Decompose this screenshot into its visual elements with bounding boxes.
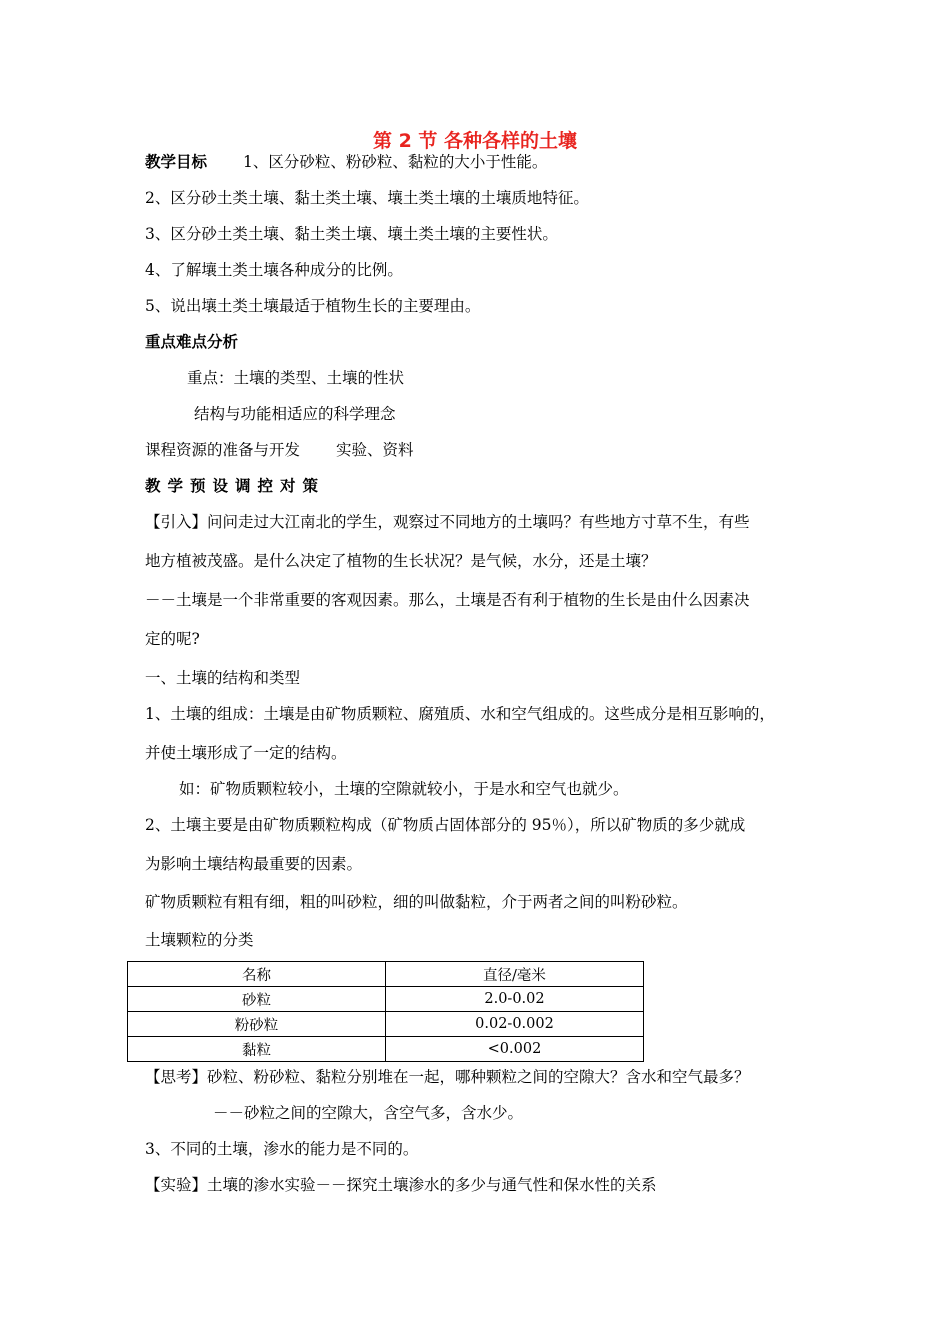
resources-line (145, 440, 414, 460)
key-points-heading: 重点难点分析 (145, 333, 239, 351)
objectives-line (145, 152, 547, 172)
table-caption: 土壤颗粒的分类 (145, 931, 254, 949)
table-cell: 粉砂粒 (128, 1012, 386, 1037)
section1-example: 如：矿物质颗粒较小，土壤的空隙就较小，于是水和空气也就少。 (179, 780, 629, 798)
table-header-cell: 直径/毫米 (386, 962, 644, 987)
section1-heading: 一、土壤的结构和类型 (145, 669, 301, 687)
intro-line-1: 【引入】问问走过大江南北的学生，观察过不同地方的土壤吗？有些地方寸草不生，有些 (145, 513, 750, 531)
table-cell: 2.0-0.02 (386, 987, 644, 1012)
section1-p1-line-1: 1、土壤的组成：土壤是由矿物质颗粒、腐殖质、水和空气组成的。这些成分是相互影响的， (145, 705, 775, 723)
section1-p2-line-1: 2、土壤主要是由矿物质颗粒构成（矿物质占固体部分的 95％），所以矿物质的多少就成 (145, 816, 746, 834)
strategy-heading: 教学预设调控对策 (145, 477, 326, 495)
intro-line-2: 地方植被茂盛。是什么决定了植物的生长状况？是气候，水分，还是土壤？ (145, 552, 657, 570)
objective-item-3: 3、区分砂土类土壤、黏土类土壤、壤土类土壤的主要性状。 (145, 225, 558, 243)
table-row (128, 987, 644, 1012)
section1-p1-line-2: 并使土壤形成了一定的结构。 (145, 744, 347, 762)
resources-label: 课程资源的准备与开发 (145, 441, 301, 459)
objective-item-2: 2、区分砂土类土壤、黏土类土壤、壤土类土壤的土壤质地特征。 (145, 189, 589, 207)
key-points-line-2: 结构与功能相适应的科学理念 (194, 405, 396, 423)
table-cell: 黏粒 (128, 1037, 386, 1062)
table-row (128, 1037, 644, 1062)
document-title: 第 2 节 各种各样的土壤 (372, 130, 578, 152)
section1-p3: 矿物质颗粒有粗有细，粗的叫砂粒，细的叫做黏粒，介于两者之间的叫粉砂粒。 (145, 893, 688, 911)
table-cell: 0.02-0.002 (386, 1012, 644, 1037)
table-header-row (128, 962, 644, 987)
resources-value: 实验、资料 (336, 441, 414, 459)
section1-p2-line-2: 为影响土壤结构最重要的因素。 (145, 855, 363, 873)
intro-line-4: 定的呢? (145, 630, 200, 648)
table-cell: <0.002 (386, 1037, 644, 1062)
objective-item-1: 1、区分砂粒、粉砂粒、黏粒的大小于性能。 (243, 153, 548, 171)
experiment-line: 【实验】土壤的渗水实验－－探究土壤渗水的多少与通气性和保水性的关系 (145, 1176, 657, 1194)
table-row (128, 1012, 644, 1037)
table-cell: 砂粒 (128, 987, 386, 1012)
table-header-cell: 名称 (128, 962, 386, 987)
objective-item-4: 4、了解壤土类土壤各种成分的比例。 (145, 261, 403, 279)
think-answer: －－砂粒之间的空隙大，含空气多，含水少。 (213, 1104, 524, 1122)
section3-line: 3、不同的土壤，渗水的能力是不同的。 (145, 1140, 419, 1158)
soil-particle-table (127, 961, 644, 1062)
objectives-label: 教学目标 (145, 153, 208, 171)
objective-item-5: 5、说出壤土类土壤最适于植物生长的主要理由。 (145, 297, 481, 315)
intro-line-3: －－土壤是一个非常重要的客观因素。那么，土壤是否有利于植物的生长是由什么因素决 (145, 591, 750, 609)
think-question: 【思考】砂粒、粉砂粒、黏粒分别堆在一起，哪种颗粒之间的空隙大？含水和空气最多？ (145, 1068, 750, 1086)
key-points-line-1: 重点：土壤的类型、土壤的性状 (187, 369, 405, 387)
